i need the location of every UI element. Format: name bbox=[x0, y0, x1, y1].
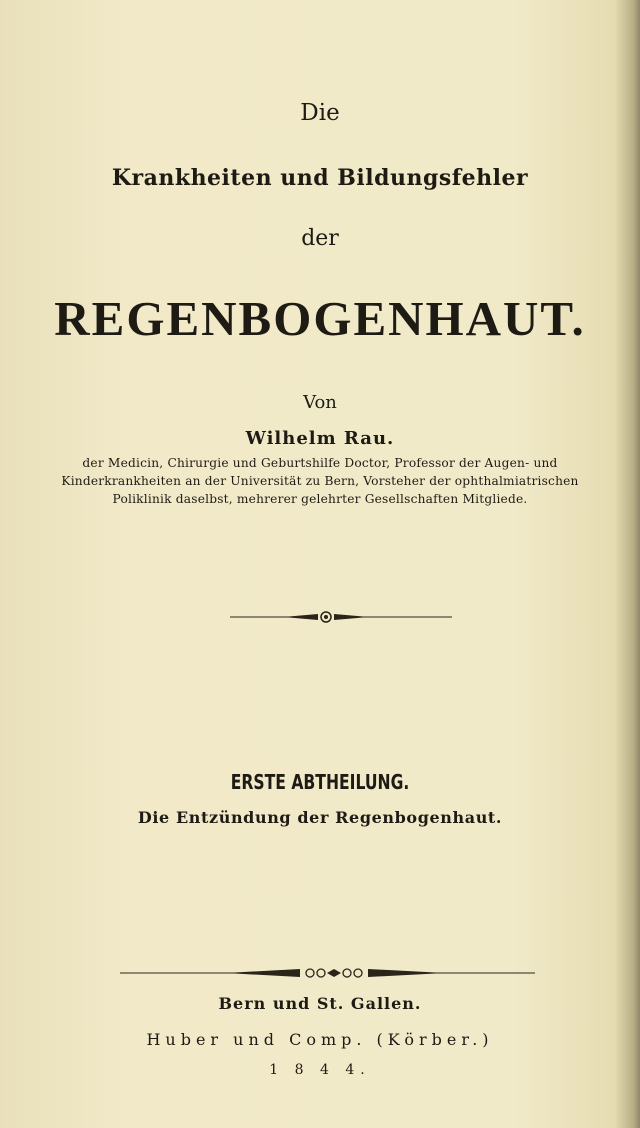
ornament-rule-small bbox=[0, 610, 640, 624]
publication-place: Bern und St. Gallen. bbox=[218, 994, 422, 1013]
author-credentials bbox=[0, 454, 640, 508]
title-line-die: Die bbox=[300, 100, 340, 126]
publisher: Huber und Comp. (Körber.) bbox=[146, 1030, 494, 1049]
part-heading: ERSTE ABTHEILUNG. bbox=[230, 770, 410, 794]
title-line-der: der bbox=[301, 226, 339, 251]
main-title: REGENBOGENHAUT. bbox=[54, 291, 586, 346]
by-line: Von bbox=[303, 392, 337, 413]
part-title: Die Entzündung der Regenbogenhaut. bbox=[137, 808, 503, 827]
credentials-line: Poliklinik daselbst, mehrerer gelehrter Gesellschaften Mitgliede. bbox=[112, 492, 528, 506]
ornament-rule-large bbox=[0, 966, 640, 980]
credentials-line: Kinderkrankheiten an der Universität zu Bern, Vorsteher der ophthalmiatrischen bbox=[61, 474, 579, 488]
credentials-line: der Medicin, Chirurgie und Geburtshilfe Doctor, Professor der Augen- und bbox=[82, 456, 558, 470]
author-name: Wilhelm Rau. bbox=[245, 428, 395, 449]
subtitle: Krankheiten und Bildungsfehler bbox=[111, 165, 529, 191]
publication-year: 1 8 4 4. bbox=[269, 1062, 371, 1078]
